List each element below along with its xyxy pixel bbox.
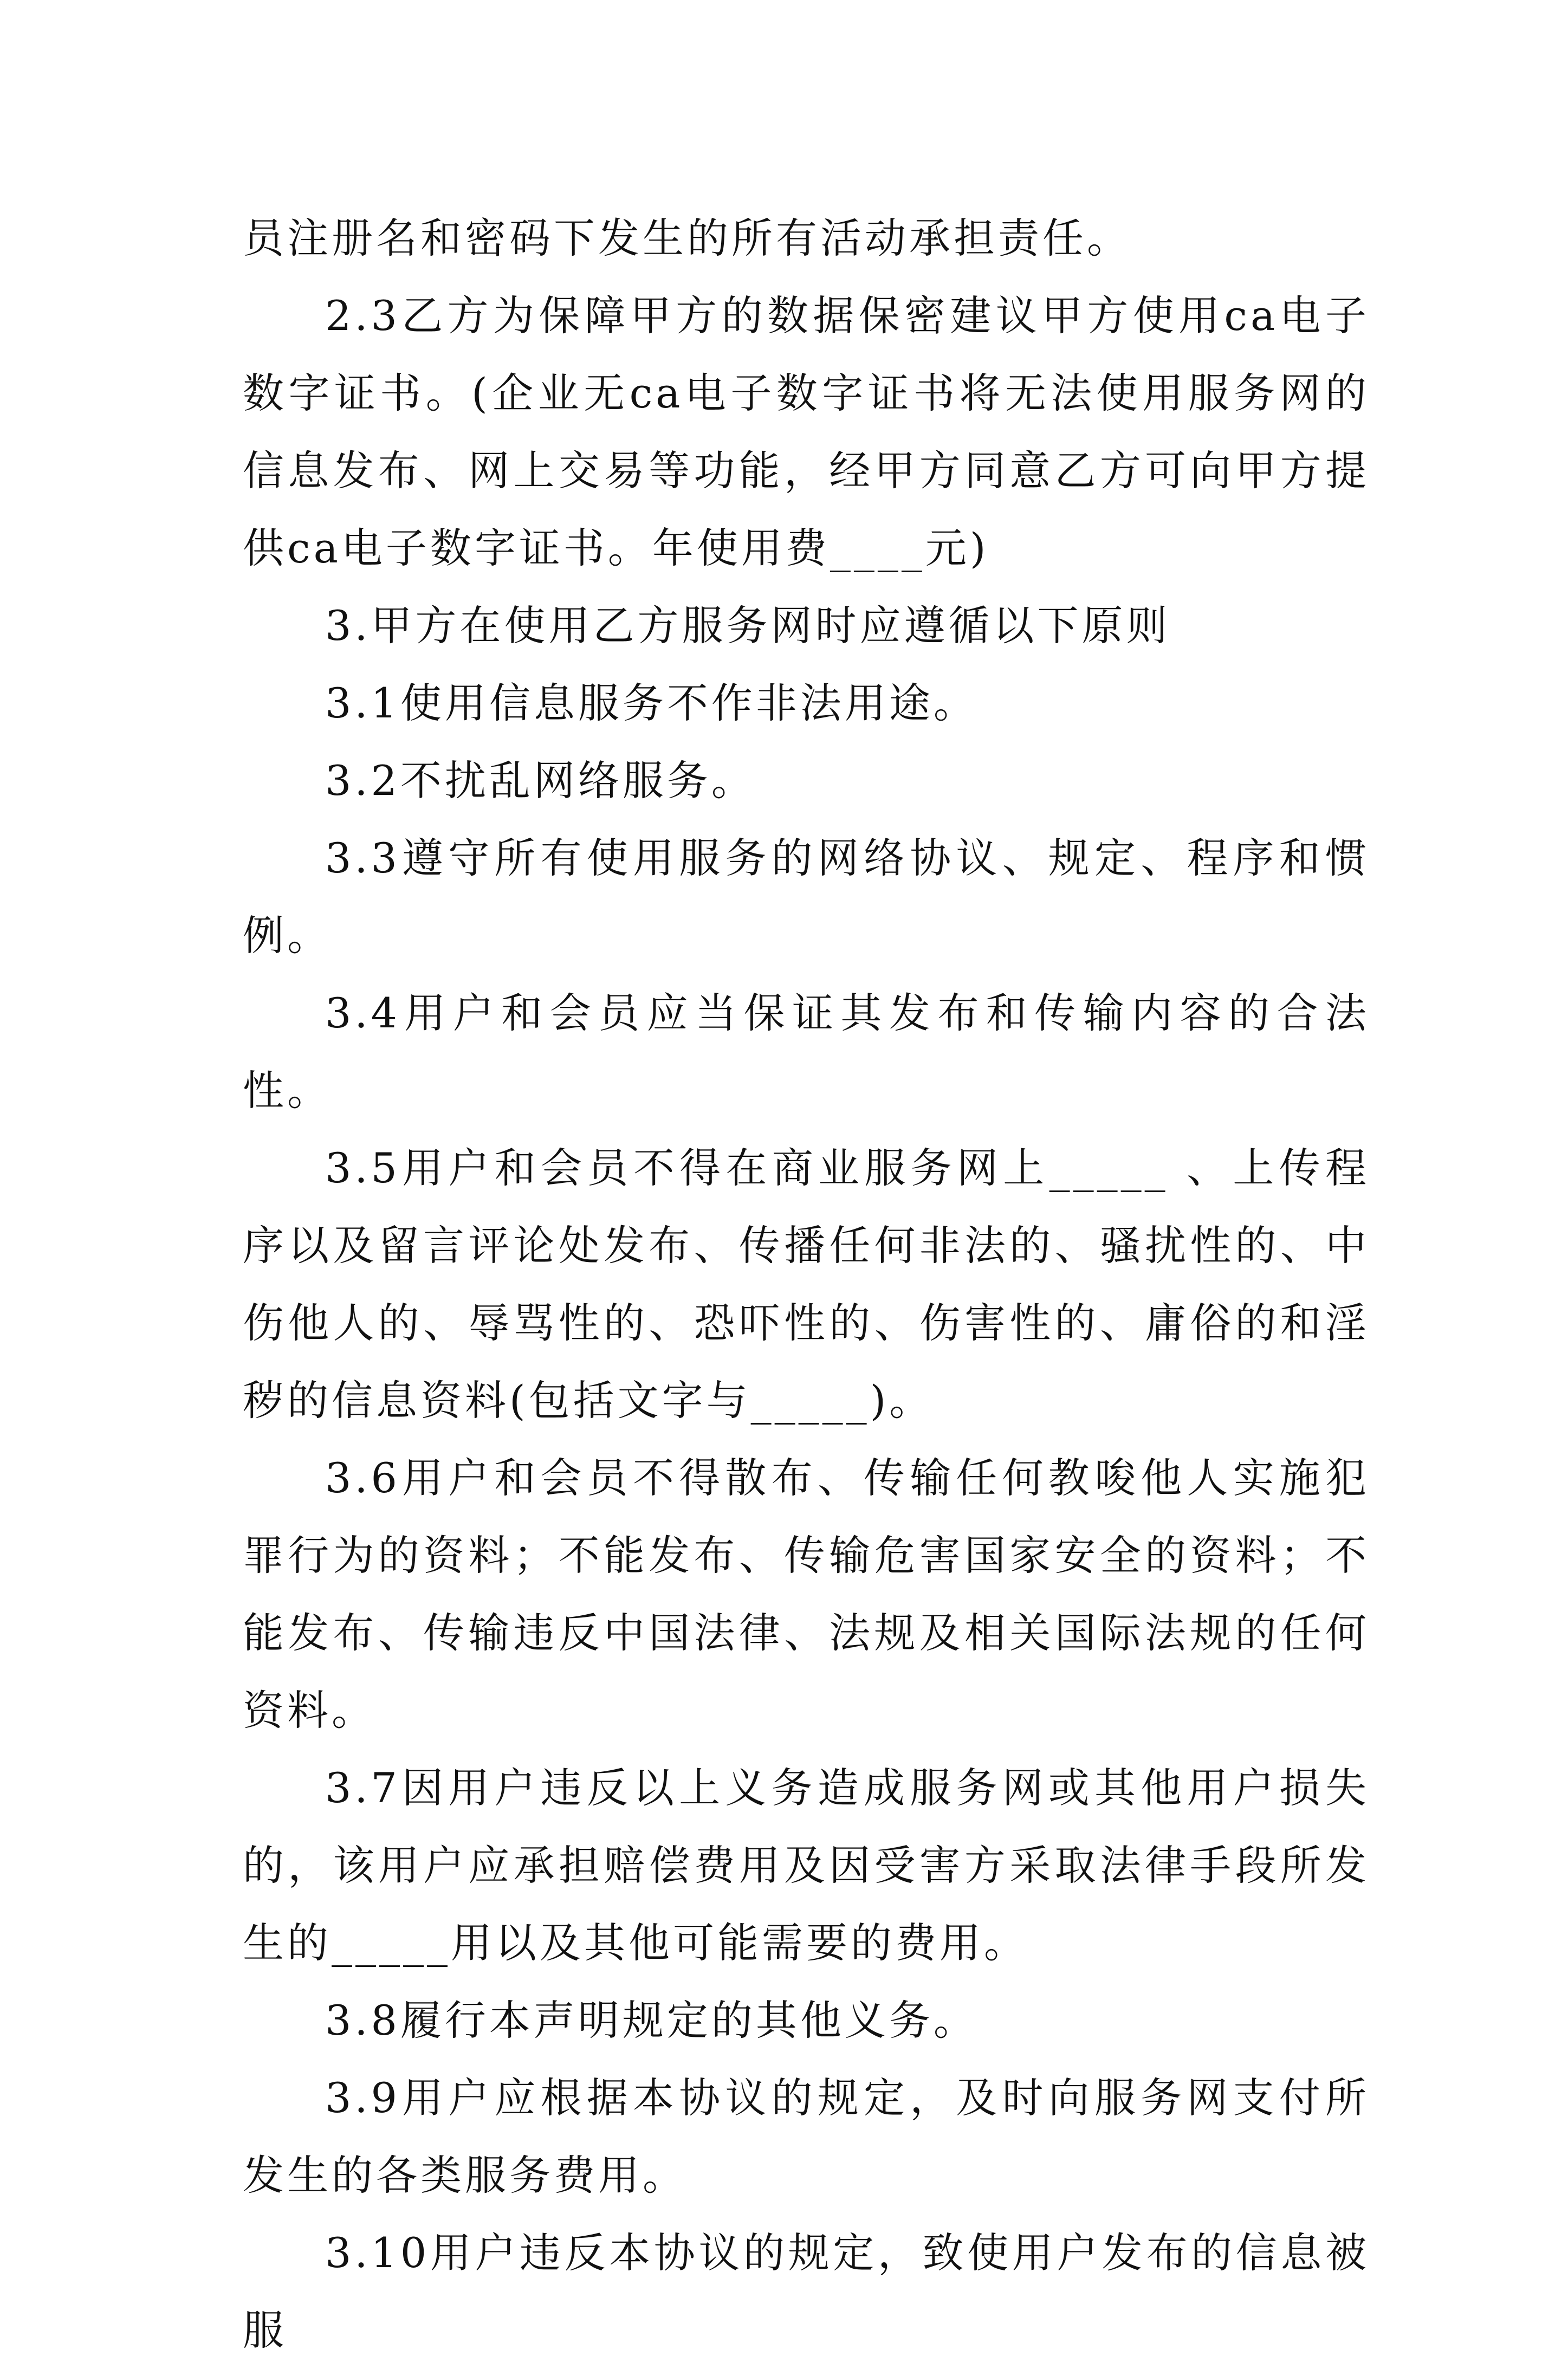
paragraph-3-10: 3.10用户违反本协议的规定，致使用户发布的信息被服: [243, 2229, 1370, 2354]
paragraph-3-4: 3.4用户和会员应当保证其发布和传输内容的合法性。: [243, 989, 1370, 1115]
paragraph-3-2: 3.2不扰乱网络服务。: [325, 756, 756, 805]
paragraph-3-7: 3.7因用户违反以上义务造成服务网或其他用户损失的，该用户应承担赔偿费用及因受害方采取法律手段所发生的_____用以及其他可能需要的费用。: [243, 1764, 1370, 1967]
paragraph-3-8: 3.8履行本声明规定的其他义务。: [325, 1996, 978, 2044]
paragraph-3: 3.甲方在使用乙方服务网时应遵循以下原则: [325, 601, 1171, 650]
document-body: [243, 199, 1370, 2369]
paragraph-3-3: 3.3遵守所有使用服务的网络协议、规定、程序和惯例。: [243, 834, 1370, 960]
paragraph-3-9: 3.9用户应根据本协议的规定，及时向服务网支付所发生的各类服务费用。: [243, 2074, 1370, 2199]
paragraph-3-1: 3.1使用信息服务不作非法用途。: [325, 679, 978, 727]
paragraph-2-3: 2.3乙方为保障甲方的数据保密建议甲方使用ca电子数字证书。(企业无ca电子数字证书将无法使用服务网的信息发布、网上交易等功能，经甲方同意乙方可向甲方提供ca电子数字证书。年使用费____元): [243, 292, 1370, 572]
paragraph-3-5: 3.5用户和会员不得在商业服务网上_____ 、上传程序以及留言评论处发布、传播任何非法的、骚扰性的、中伤他人的、辱骂性的、恐吓性的、伤害性的、庸俗的和淫秽的信息资料(包括文字与_____)。: [243, 1144, 1370, 1425]
paragraph-3-6: 3.6用户和会员不得散布、传输任何教唆他人实施犯罪行为的资料；不能发布、传输危害国家安全的资料；不能发布、传输违反中国法律、法规及相关国际法规的任何资料。: [243, 1454, 1370, 1734]
paragraph-continuation: 员注册名和密码下发生的所有活动承担责任。: [243, 214, 1131, 262]
